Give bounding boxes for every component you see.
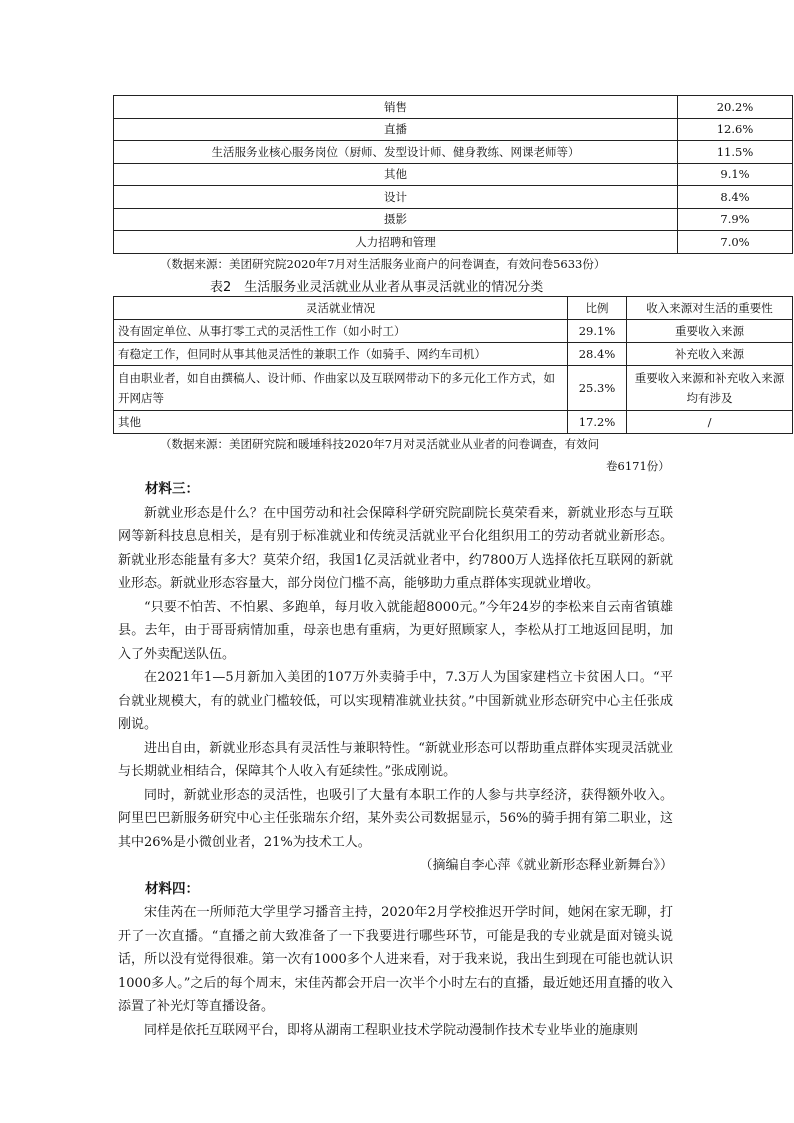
table-cell: 8.4% <box>678 186 793 209</box>
table-cell: 12.6% <box>678 118 793 141</box>
table-cell: 设计 <box>114 186 678 209</box>
column-header-ratio: 比例 <box>568 297 627 320</box>
paragraph: 同样是依托互联网平台，即将从湖南工程职业技术学院动漫制作技术专业毕业的施康则 <box>144 1022 639 1038</box>
table-cell: 29.1% <box>568 320 627 343</box>
section-heading: 材料四： <box>145 880 199 897</box>
paragraph: 进出自由，新就业形态具有灵活性与兼职特性。“新就业形态可以帮助重点群体实现灵活就业与长期就业相结合，保障其个人收入有延续性。”张成刚说。 <box>118 740 673 779</box>
paragraph: 在2021年1—5月新加入美团的107万外卖骑手中，7.3万人为国家建档立卡贫困人口。“平台就业规模大，有的就业门槛较低，可以实现精准就业扶贫。”中国新就业形态研究中心主任张成刚说。 <box>118 670 673 732</box>
material-three-section <box>118 478 673 1042</box>
attribution: （摘编自李心萍《就业新形态释业新舞台》） <box>419 858 673 873</box>
occupation-share-table <box>113 95 793 254</box>
column-header-situation: 灵活就业情况 <box>114 297 568 320</box>
table-cell: / <box>627 411 793 434</box>
table-cell: 补充收入来源 <box>627 343 793 366</box>
table-cell: 摄影 <box>114 208 678 231</box>
table1-source-note: （数据来源：美团研究院2020年7月对生活服务业商户的问卷调查，有效问卷5633份） <box>160 257 606 271</box>
table-row <box>114 118 793 141</box>
table-row <box>114 163 793 186</box>
table2-title: 表2 生活服务业灵活就业从业者从事灵活就业的情况分类 <box>210 280 544 295</box>
table-cell: 销售 <box>114 96 678 119</box>
paragraph: 新就业形态是什么？在中国劳动和社会保障科学研究院副院长莫荣看来，新就业形态与互联网等新科技息息相关，是有别于标准就业和传统灵活就业平台化组织用工的劳动者就业新形态。新就业形态能量有多大？莫荣介绍，我国1亿灵活就业者中，约7800万人选择依托互联网的新就业形态。新就业形态容量大，部分岗位门槛不高，能够助力重点群体实现就业增收。 <box>118 505 673 591</box>
table-row <box>114 411 793 434</box>
table-cell: 重要收入来源 <box>627 320 793 343</box>
table-header-row <box>114 297 793 320</box>
paragraph: 同时，新就业形态的灵活性，也吸引了大量有本职工作的人参与共享经济，获得额外收入。阿里巴巴新服务研究中心主任张瑞东介绍，某外卖公司数据显示，56%的骑手拥有第二职业，这其中26%是小微创业者，21%为技术工人。 <box>118 787 673 850</box>
table-cell: 9.1% <box>678 163 793 186</box>
table-cell: 自由职业者，如自由撰稿人、设计师、作曲家以及互联网带动下的多元化工作方式，如开网店等 <box>114 366 568 411</box>
paragraph: 宋佳芮在一所师范大学里学习播音主持，2020年2月学校推迟开学时间，她闲在家无聊，打开了一次直播。“直播之前大致准备了一下我要进行哪些环节，可能是我的专业就是面对镜头说话，所以没有觉得很难。第一次有1000多个人进来看，对于我来说，我出生到现在可能也就认识1000多人。”之后的每个周末，宋佳芮都会开启一次半个小时左右的直播，最近她还用直播的收入添置了补光灯等直播设备。 <box>118 905 673 1014</box>
table-cell: 17.2% <box>568 411 627 434</box>
paragraph: “只要不怕苦、不怕累、多跑单，每月收入就能超8000元。”今年24岁的李松来自云南省镇雄县。去年，由于哥哥病情加重，母亲也患有重病，为更好照顾家人，李松从打工地返回昆明，加入了外卖配送队伍。 <box>118 599 673 662</box>
table-cell: 7.9% <box>678 208 793 231</box>
table-cell: 其他 <box>114 411 568 434</box>
table2-source-note-line2: 卷6171份） <box>606 459 670 473</box>
table-cell: 人力招聘和管理 <box>114 231 678 254</box>
table-cell: 没有固定单位、从事打零工式的灵活性工作（如小时工） <box>114 320 568 343</box>
table-row <box>114 343 793 366</box>
table2-source-note-line1: （数据来源：美团研究院和暖埵科技2020年7月对灵活就业从业者的问卷调查，有效问 <box>160 437 600 451</box>
table-cell: 重要收入来源和补充收入来源均有涉及 <box>627 366 793 411</box>
table-row <box>114 141 793 164</box>
table-row <box>114 96 793 119</box>
table-cell: 其他 <box>114 163 678 186</box>
table-cell: 25.3% <box>568 366 627 411</box>
column-header-importance: 收入来源对生活的重要性 <box>627 297 793 320</box>
table-row <box>114 208 793 231</box>
table-cell: 7.0% <box>678 231 793 254</box>
flexible-employment-table <box>113 296 793 434</box>
table-cell: 28.4% <box>568 343 627 366</box>
table-cell: 有稳定工作，但同时从事其他灵活性的兼职工作（如骑手、网约车司机） <box>114 343 568 366</box>
table-cell: 生活服务业核心服务岗位（厨师、发型设计师、健身教练、网课老师等） <box>114 141 678 164</box>
table-row <box>114 231 793 254</box>
table-cell: 直播 <box>114 118 678 141</box>
table-row <box>114 320 793 343</box>
section-heading: 材料三： <box>145 481 199 497</box>
table-row <box>114 186 793 209</box>
table-cell: 20.2% <box>678 96 793 119</box>
table-row <box>114 366 793 411</box>
table-cell: 11.5% <box>678 141 793 164</box>
